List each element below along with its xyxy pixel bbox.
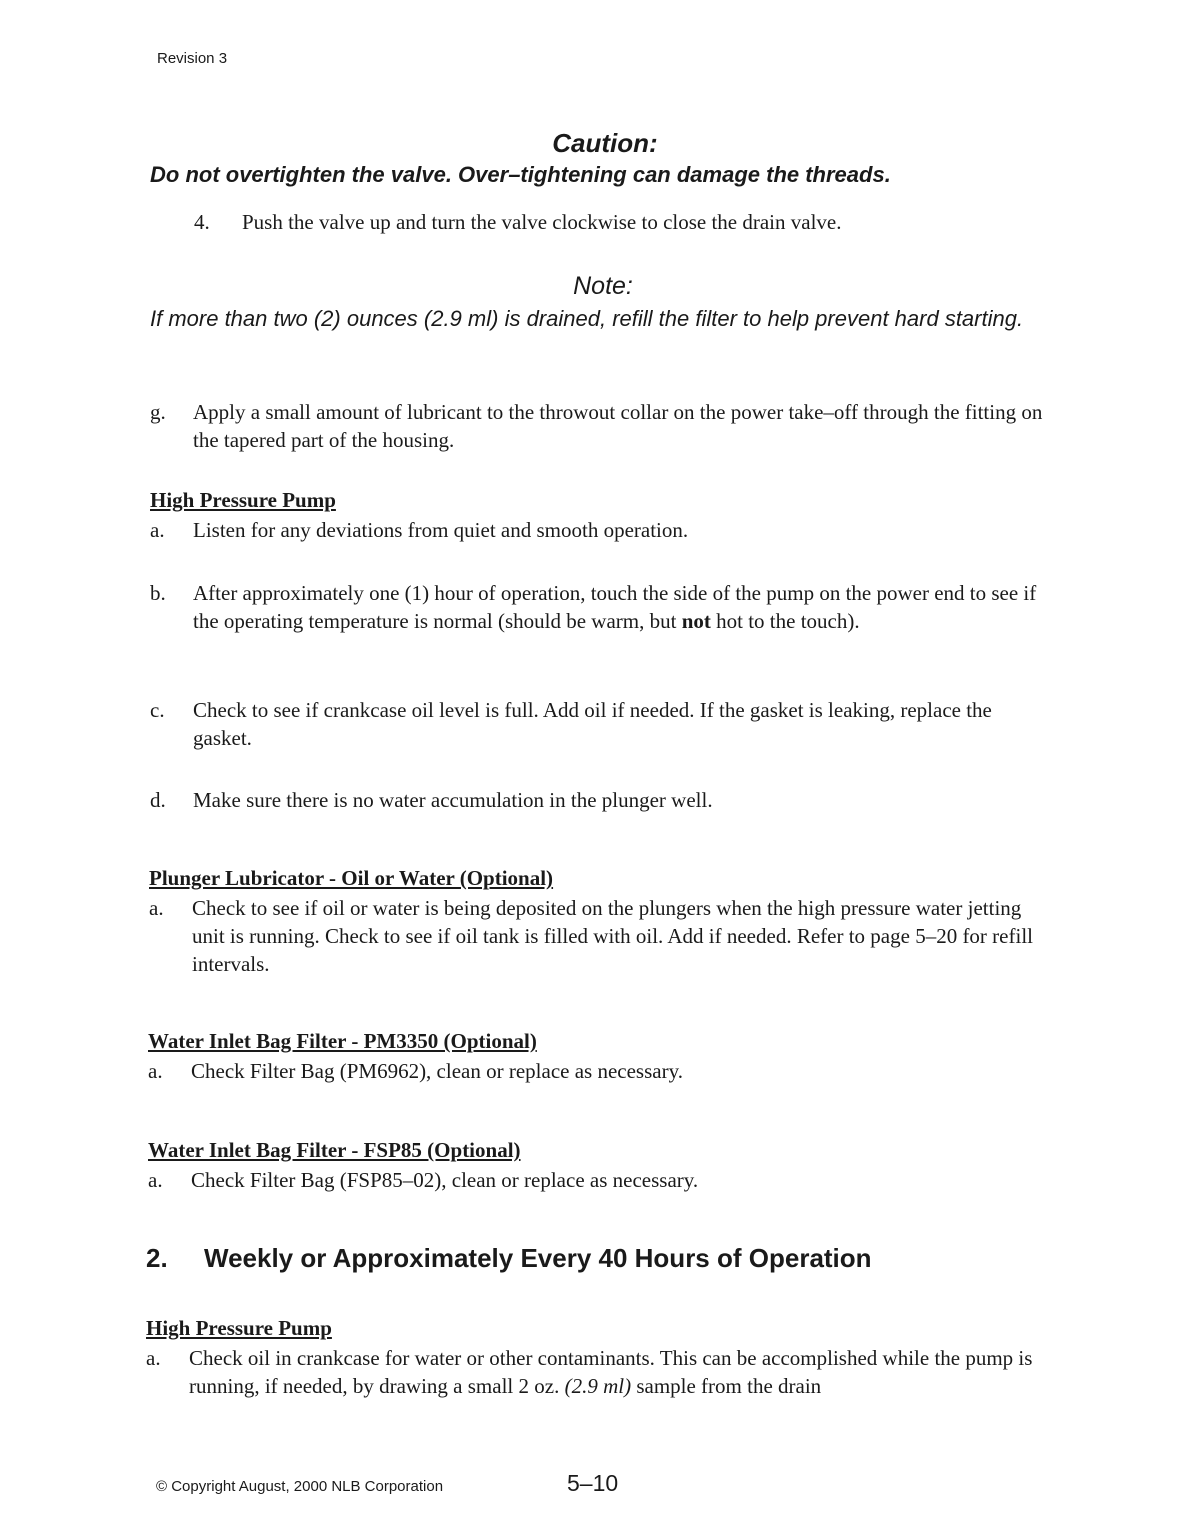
list-item-label: b.	[150, 581, 166, 605]
list-item-label: c.	[150, 698, 165, 722]
list-item-label: a.	[148, 1059, 163, 1083]
section-heading-bag-filter-fsp85: Water Inlet Bag Filter - FSP85 (Optional)	[148, 1138, 521, 1162]
italic-measure: (2.9 ml)	[564, 1374, 632, 1398]
text-run: hot to the touch).	[710, 609, 860, 633]
list-item-text	[193, 579, 1053, 635]
list-item-label: a.	[146, 1346, 161, 1370]
text-run: sample from the drain	[631, 1374, 822, 1398]
text-run: Check oil in crankcase for water or other contaminants. This can be accomplished while the pump is running, if needed, by drawing a small 2 oz.	[189, 1346, 1033, 1398]
text-run: After approximately one (1) hour of operation, touch the side of the pump on the power end to see if the operating temperature is normal (should be warm, but	[193, 581, 1037, 633]
section-number: 2.	[146, 1243, 168, 1273]
list-item-text: Check Filter Bag (FSP85–02), clean or replace as necessary.	[191, 1168, 699, 1192]
section-title: Weekly or Approximately Every 40 Hours of Operation	[204, 1243, 872, 1273]
list-item-text	[189, 1344, 1049, 1400]
list-item-text: Check Filter Bag (PM6962), clean or replace as necessary.	[191, 1059, 683, 1083]
caution-text: Do not overtighten the valve. Over–tightening can damage the threads.	[150, 162, 891, 187]
step-4	[194, 210, 842, 235]
list-item-text: Make sure there is no water accumulation in the plunger well.	[193, 788, 713, 812]
emphasis-not: not	[681, 609, 711, 633]
list-item-label: a.	[149, 896, 164, 920]
step-4-text: Push the valve up and turn the valve clockwise to close the drain valve.	[242, 210, 842, 234]
caution-title: Caution:	[552, 128, 658, 158]
list-item-text: Check to see if oil or water is being deposited on the plungers when the high pressure water jetting unit is running. Check to see if oil tank is filled with oil. Add if needed. Refer to page 5–20 for refill intervals.	[192, 896, 1033, 976]
section-heading-plunger-lubricator: Plunger Lubricator - Oil or Water (Optional)	[149, 866, 554, 890]
step-4-number: 4.	[194, 210, 210, 234]
section-heading-high-pressure-pump: High Pressure Pump	[150, 488, 336, 512]
footer-copyright: © Copyright August, 2000 NLB Corporation	[156, 1478, 444, 1495]
list-item-label: g.	[150, 400, 166, 424]
revision-label: Revision 3	[157, 50, 228, 67]
list-item-label: a.	[148, 1168, 163, 1192]
note-text: If more than two (2) ounces (2.9 ml) is drained, refill the filter to help prevent hard starting.	[150, 306, 1024, 331]
note-title: Note:	[573, 272, 633, 300]
list-item-text: Listen for any deviations from quiet and smooth operation.	[193, 518, 689, 542]
list-item-label: a.	[150, 518, 165, 542]
footer-page-number: 5–10	[567, 1470, 619, 1496]
section-heading-high-pressure-pump-weekly: High Pressure Pump	[146, 1316, 332, 1340]
section-heading-bag-filter-pm3350: Water Inlet Bag Filter - PM3350 (Optional)	[148, 1029, 537, 1053]
list-item-label: d.	[150, 788, 166, 812]
list-item-text: Check to see if crankcase oil level is full. Add oil if needed. If the gasket is leaking, replace the gasket.	[193, 698, 992, 750]
list-item-text: Apply a small amount of lubricant to the throwout collar on the power take–off through the fitting on the tapered part of the housing.	[193, 400, 1043, 452]
